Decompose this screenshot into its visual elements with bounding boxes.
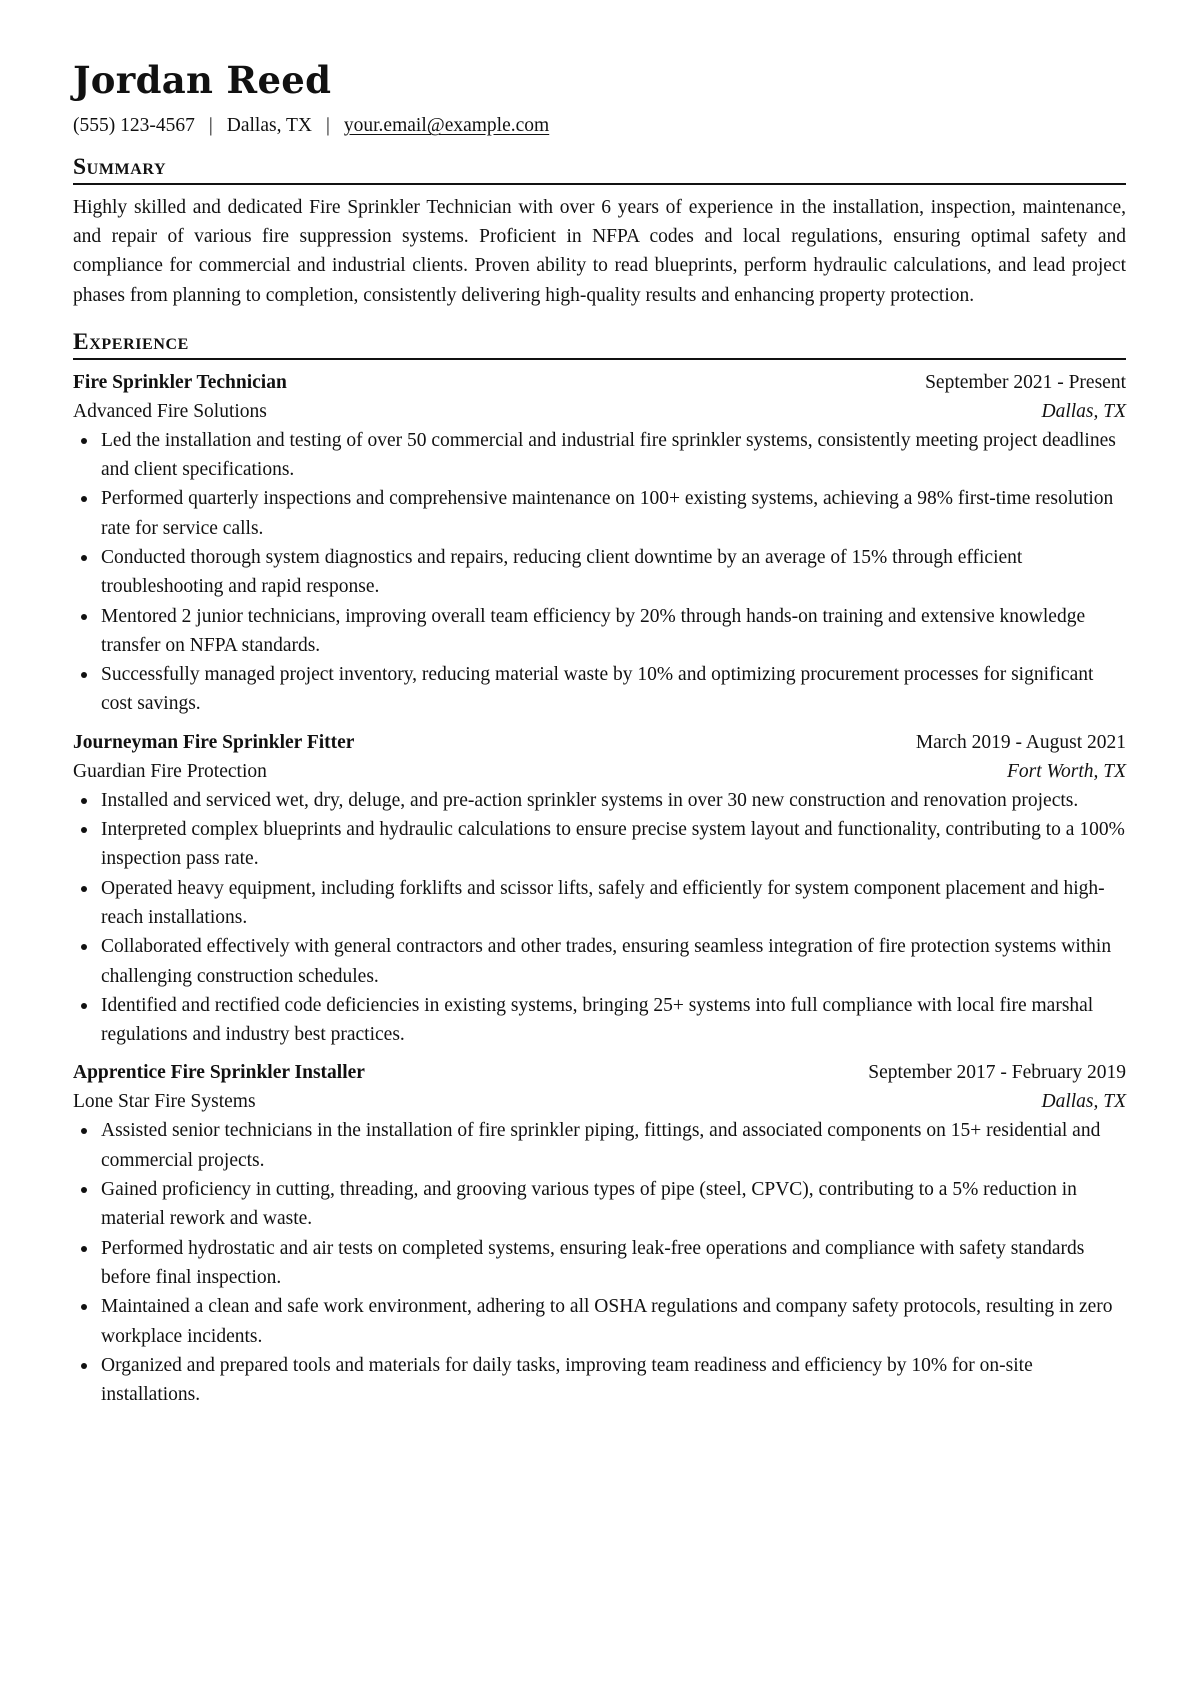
bullet-text: Operated heavy equipment, including forklifts and scissor lifts, safely and efficiently for system component placement and high-reach installations. <box>101 877 1105 928</box>
job-company-row <box>73 1087 1126 1116</box>
job-bullets <box>73 426 1126 719</box>
job-company-row <box>73 757 1126 786</box>
bullet-dot-icon <box>81 798 87 804</box>
bullet-item <box>73 932 1126 991</box>
bullet-item <box>73 1175 1126 1234</box>
summary-section <box>73 153 1126 310</box>
bullet-text: Performed quarterly inspections and comprehensive maintenance on 100+ existing systems, achieving a 98% first-time resolution rate for service calls. <box>101 488 1114 539</box>
bullet-text: Performed hydrostatic and air tests on completed systems, ensuring leak-free operations and compliance with safety standards before final inspection. <box>101 1237 1085 1288</box>
bullet-text: Maintained a clean and safe work environment, adhering to all OSHA regulations and company safety protocols, resulting in zero workplace incidents. <box>101 1296 1113 1347</box>
job-title-row <box>73 1058 1126 1087</box>
bullet-text: Organized and prepared tools and materials for daily tasks, improving team readiness and efficiency by 10% for on-site installations. <box>101 1354 1033 1406</box>
job-company: Advanced Fire Solutions <box>73 400 267 422</box>
job-company: Guardian Fire Protection <box>73 760 267 782</box>
job-dates: September 2021 - Present <box>925 371 1126 393</box>
experience-section <box>73 328 1126 1410</box>
bullet-text: Identified and rectified code deficiencies in existing systems, bringing 25+ systems into full compliance with local fire marshal regulations and industry best practices. <box>101 994 1094 1046</box>
bullet-dot-icon <box>81 1128 87 1134</box>
bullet-dot-icon <box>81 827 87 833</box>
candidate-name: Jordan Reed <box>73 58 332 102</box>
bullet-text: Led the installation and testing of over 50 commercial and industrial fire sprinkler systems, consistently meeting project deadlines and client specifications. <box>101 429 1116 481</box>
phone-number: (555) 123-4567 <box>73 115 195 136</box>
bullet-text: Gained proficiency in cutting, threading, and grooving various types of pipe (steel, CPVC), contributing to a 5% reduction in material rework and waste. <box>101 1179 1077 1230</box>
resume-header <box>73 58 1126 138</box>
bullet-item <box>73 1351 1126 1410</box>
bullet-text: Assisted senior technicians in the installation of fire sprinkler piping, fittings, and associated components on 15+ residential and commercial projects. <box>101 1120 1101 1171</box>
bullet-text: Installed and serviced wet, dry, deluge, and pre-action sprinkler systems in over 30 new construction and renovation projects. <box>101 789 1079 811</box>
bullet-item <box>73 1116 1126 1175</box>
job-bullets <box>73 786 1126 1050</box>
bullet-dot-icon <box>81 672 87 678</box>
job-entry <box>73 368 1126 719</box>
job-title-row <box>73 728 1126 757</box>
bullet-dot-icon <box>81 555 87 561</box>
bullet-dot-icon <box>81 438 87 444</box>
bullet-text: Collaborated effectively with general contractors and other trades, ensuring seamless integration of fire protection systems within challenging construction schedules. <box>101 936 1112 987</box>
job-location: Fort Worth, TX <box>1006 760 1126 782</box>
job-company: Lone Star Fire Systems <box>73 1091 256 1113</box>
job-title: Apprentice Fire Sprinkler Installer <box>73 1062 365 1084</box>
job-title-row <box>73 368 1126 397</box>
bullet-text: Successfully managed project inventory, reducing material waste by 10% and optimizing procurement processes for significant cost savings. <box>101 664 1094 715</box>
bullet-dot-icon <box>81 886 87 892</box>
bullet-text: Interpreted complex blueprints and hydraulic calculations to ensure precise system layout and functionality, contributing to a 100% inspection pass rate. <box>101 819 1125 870</box>
bullet-dot-icon <box>81 614 87 620</box>
job-company-row <box>73 397 1126 426</box>
job-dates: September 2017 - February 2019 <box>868 1062 1126 1084</box>
bullet-item <box>73 815 1126 874</box>
bullet-item <box>73 484 1126 543</box>
resume-page <box>73 58 1126 1409</box>
bullet-item <box>73 660 1126 719</box>
bullet-item <box>73 543 1126 602</box>
bullet-item <box>73 602 1126 661</box>
bullet-item <box>73 991 1126 1050</box>
section-title-summary: Summary <box>73 153 1126 185</box>
job-title: Journeyman Fire Sprinkler Fitter <box>73 731 355 753</box>
bullet-item <box>73 1292 1126 1351</box>
summary-text: Highly skilled and dedicated Fire Sprinkler Technician with over 6 years of experience in the installation, inspection, maintenance, and repair of various fire suppression systems. Proficient in NFPA codes and local regulations, ensuring optimal safety and compliance for commercial and industrial clients. Proven ability to read blueprints, perform hydraulic calculations, and lead project phases from planning to completion, consistently delivering high-quality results and enhancing property protection. <box>73 197 1126 306</box>
job-dates: March 2019 - August 2021 <box>915 731 1126 753</box>
bullet-dot-icon <box>81 496 87 502</box>
bullet-item <box>73 426 1126 485</box>
email-link[interactable]: your.email@example.com <box>343 115 550 136</box>
separator: | <box>208 115 213 136</box>
bullet-text: Mentored 2 junior technicians, improving overall team efficiency by 20% through hands-on training and extensive knowledge transfer on NFPA standards. <box>101 605 1086 656</box>
contact-line <box>73 114 1126 138</box>
bullet-item <box>73 1234 1126 1293</box>
bullet-dot-icon <box>81 1246 87 1252</box>
bullet-item <box>73 874 1126 933</box>
bullet-dot-icon <box>81 944 87 950</box>
bullet-text: Conducted thorough system diagnostics and repairs, reducing client downtime by an average of 15% through efficient troubleshooting and rapid response. <box>101 547 1023 598</box>
separator: | <box>325 115 330 136</box>
bullet-dot-icon <box>81 1187 87 1193</box>
job-location: Dallas, TX <box>1041 400 1126 422</box>
bullet-dot-icon <box>81 1003 87 1009</box>
job-entry <box>73 728 1126 1050</box>
home-location: Dallas, TX <box>226 115 312 136</box>
bullet-dot-icon <box>81 1363 87 1369</box>
job-bullets <box>73 1116 1126 1409</box>
bullet-item <box>73 786 1126 815</box>
job-entry <box>73 1058 1126 1409</box>
job-title: Fire Sprinkler Technician <box>73 371 287 393</box>
section-title-experience: Experience <box>73 328 1126 360</box>
job-location: Dallas, TX <box>1041 1091 1126 1113</box>
bullet-dot-icon <box>81 1304 87 1310</box>
